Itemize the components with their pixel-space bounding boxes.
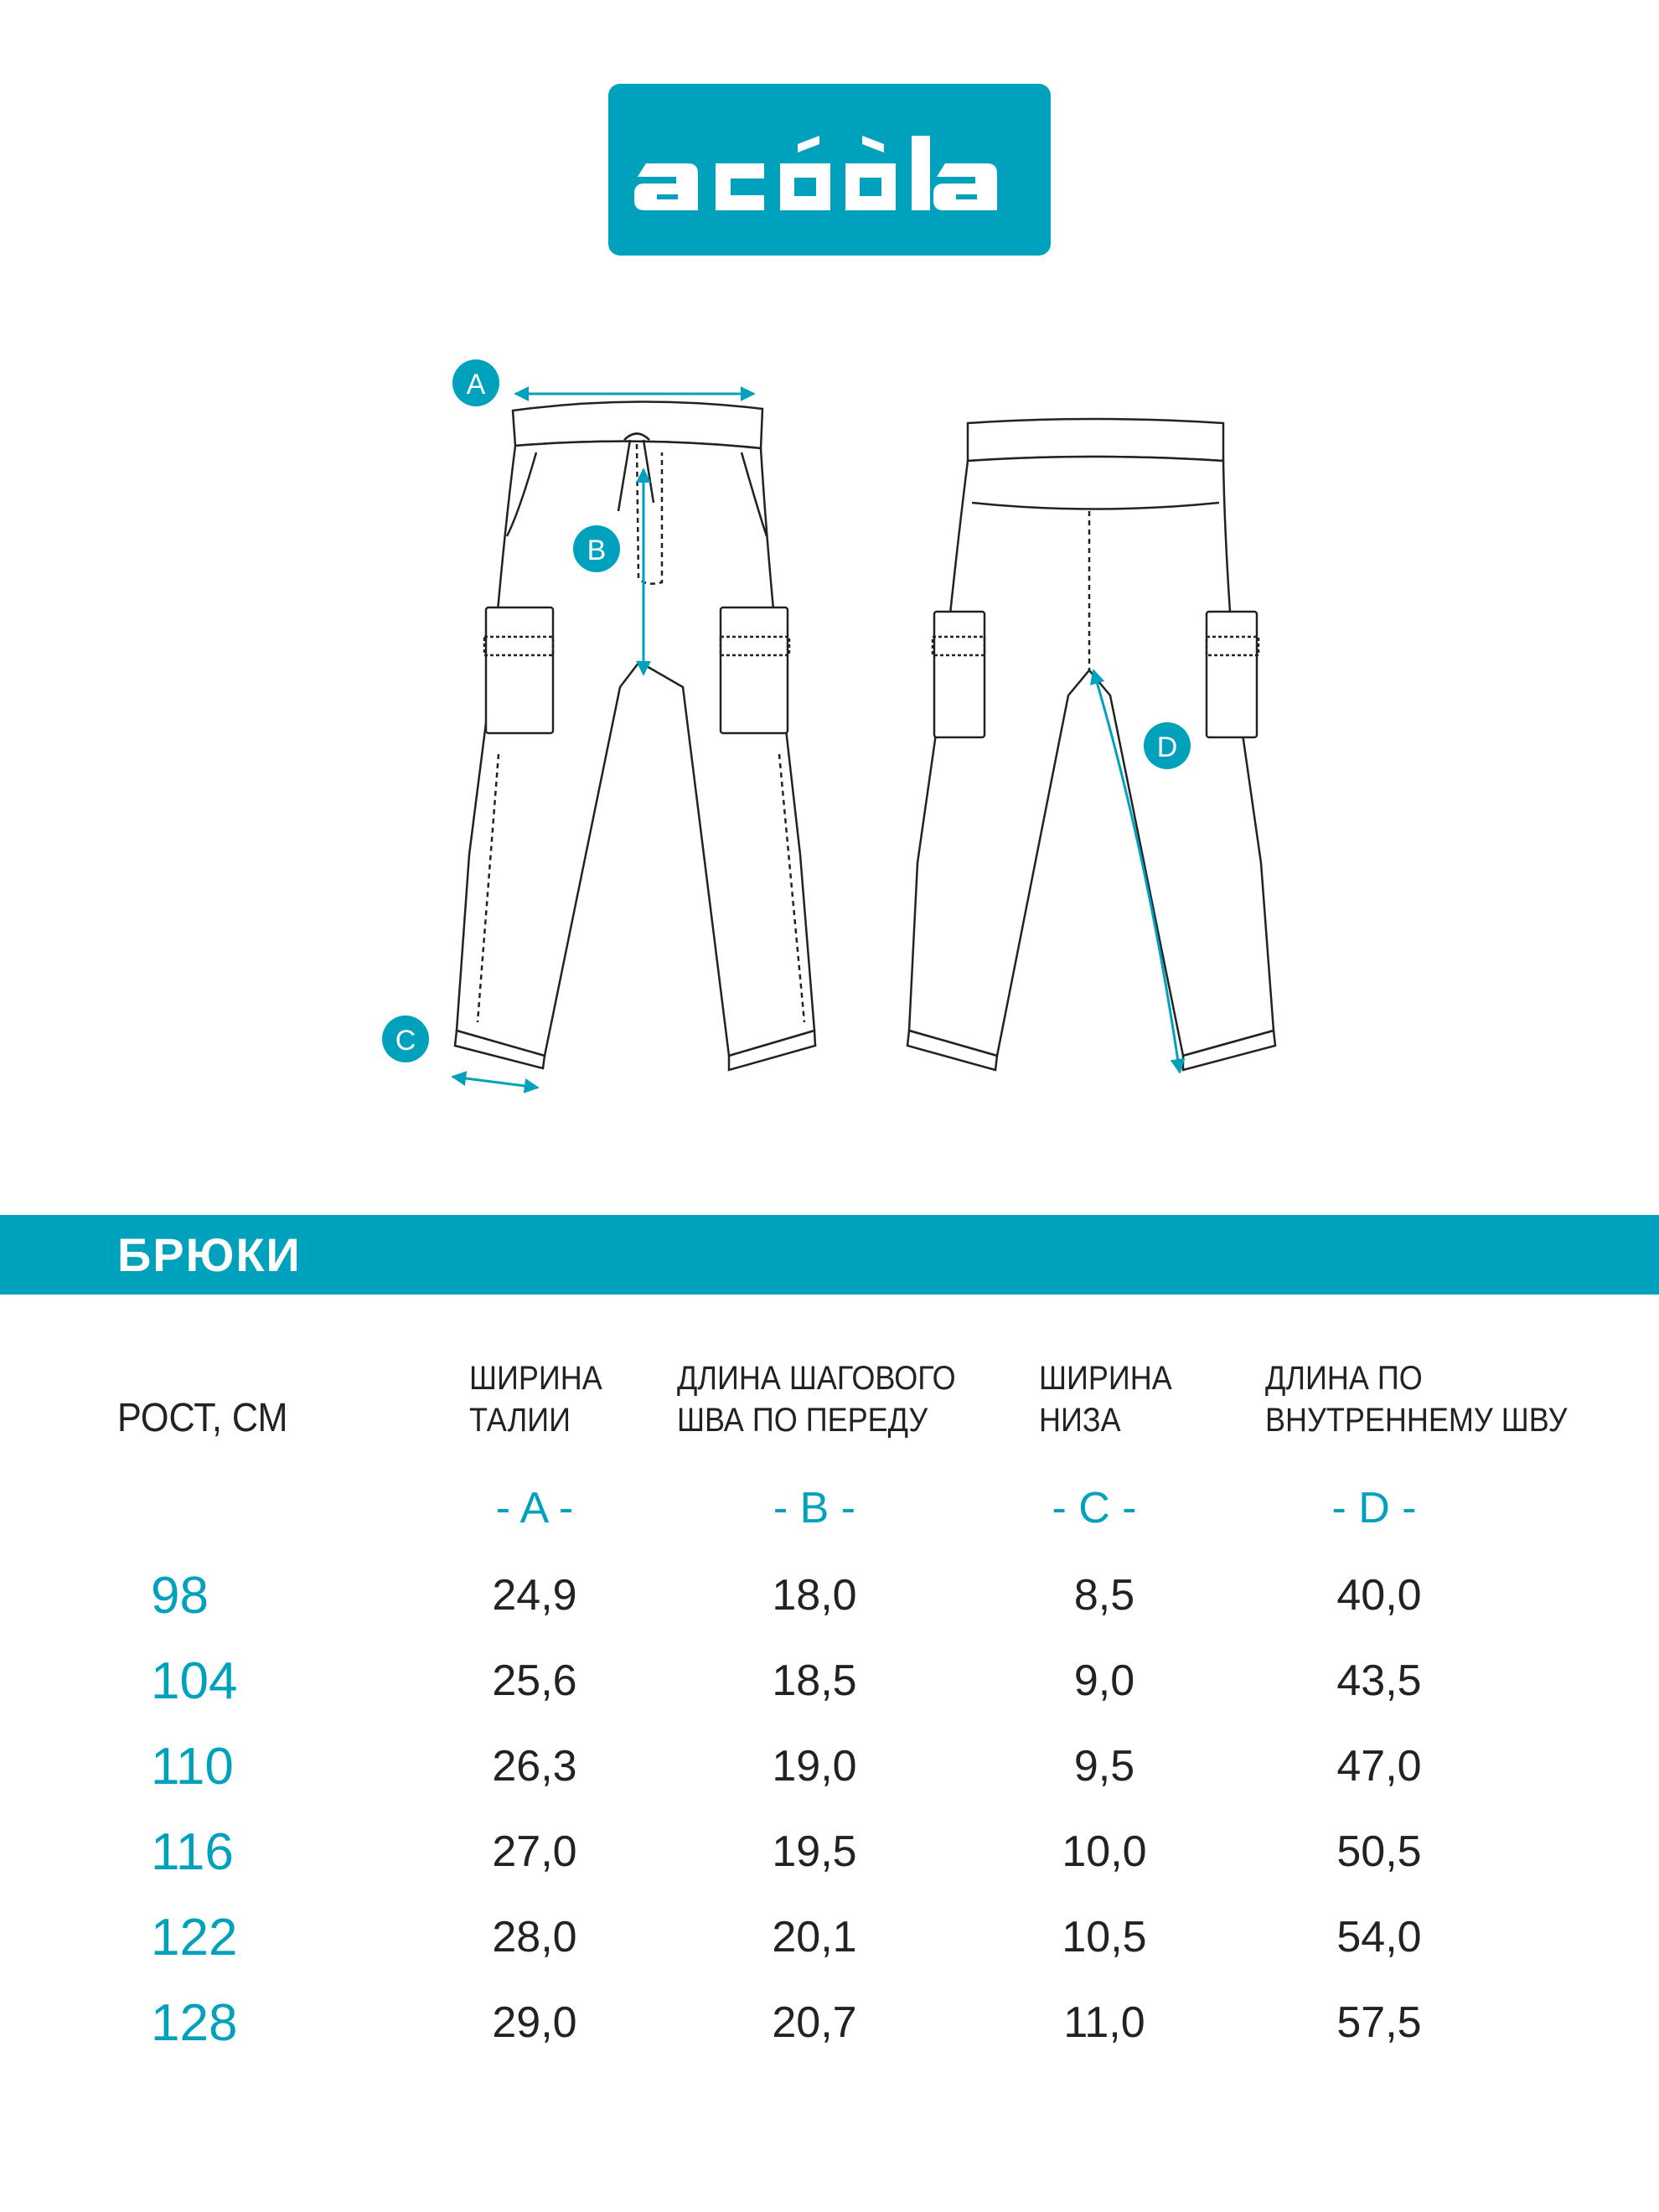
marker-c (382, 1016, 429, 1062)
cell-c: 9,0 (1073, 1656, 1135, 1705)
column-letter-c: - C - (1052, 1484, 1137, 1532)
row-height: 122 (151, 1909, 238, 1967)
svg-text:B: B (587, 535, 607, 566)
svg-text:C: C (395, 1025, 416, 1057)
cell-d: 50,5 (1336, 1827, 1422, 1876)
table-row (0, 1648, 1659, 1732)
table-row (0, 1904, 1659, 1988)
cell-c: 11,0 (1063, 1998, 1145, 2047)
column-letter-d: - D - (1331, 1484, 1417, 1532)
table-row (0, 1990, 1659, 2074)
cell-a: 29,0 (492, 1998, 577, 2047)
measure-c-line (452, 1077, 538, 1088)
cell-b: 19,5 (772, 1827, 857, 1876)
row-height: 116 (151, 1823, 234, 1881)
cell-b: 18,5 (772, 1656, 857, 1705)
row-height: 98 (151, 1567, 209, 1625)
height-column-header: РОСТ, СМ (117, 1396, 288, 1440)
svg-text:A: A (466, 369, 486, 401)
row-height: 128 (151, 1994, 238, 2052)
cell-c: 8,5 (1073, 1571, 1135, 1620)
cell-a: 27,0 (492, 1827, 577, 1876)
cell-d: 47,0 (1336, 1742, 1422, 1791)
cell-b: 18,0 (772, 1571, 857, 1620)
column-letter-a: - A - (495, 1484, 574, 1532)
cell-a: 28,0 (492, 1913, 577, 1961)
brand-logo (608, 84, 1051, 256)
marker-d (1144, 722, 1191, 769)
column-header-a: ШИРИНА ТАЛИИ (469, 1360, 602, 1439)
cell-a: 26,3 (492, 1742, 577, 1791)
table-row (0, 1563, 1659, 1646)
cell-d: 40,0 (1336, 1571, 1422, 1620)
pants-technical-drawing (0, 335, 1659, 1140)
column-header-b: ДЛИНА ШАГОВОГО ШВА ПО ПЕРЕДУ (677, 1360, 956, 1439)
svg-text:D: D (1156, 731, 1178, 763)
column-letter-b: - B - (773, 1484, 856, 1532)
brand-logo-wordmark (608, 84, 1051, 256)
column-header-d: ДЛИНА ПО ВНУТРЕННЕМУ ШВУ (1265, 1360, 1568, 1439)
table-row (0, 1819, 1659, 1903)
cell-c: 9,5 (1073, 1742, 1135, 1791)
marker-b (573, 525, 620, 572)
section-banner (0, 1215, 1659, 1295)
row-height: 104 (151, 1652, 238, 1710)
cell-a: 25,6 (492, 1656, 577, 1705)
cell-d: 54,0 (1336, 1913, 1422, 1961)
table-row (0, 1734, 1659, 1817)
cell-a: 24,9 (492, 1571, 577, 1620)
cell-c: 10,0 (1062, 1827, 1147, 1876)
cell-b: 20,7 (772, 1998, 857, 2047)
cell-d: 43,5 (1336, 1656, 1422, 1705)
marker-a (452, 359, 499, 406)
pants-front-view (455, 401, 815, 1070)
cell-b: 20,1 (772, 1913, 857, 1961)
section-title: БРЮКИ (117, 1228, 302, 1281)
cell-c: 10,5 (1062, 1913, 1147, 1961)
cell-b: 19,0 (772, 1742, 857, 1791)
cell-d: 57,5 (1336, 1998, 1422, 2047)
row-height: 110 (151, 1738, 234, 1796)
pants-back-view (907, 419, 1275, 1070)
column-header-c: ШИРИНА НИЗА (1039, 1360, 1172, 1439)
